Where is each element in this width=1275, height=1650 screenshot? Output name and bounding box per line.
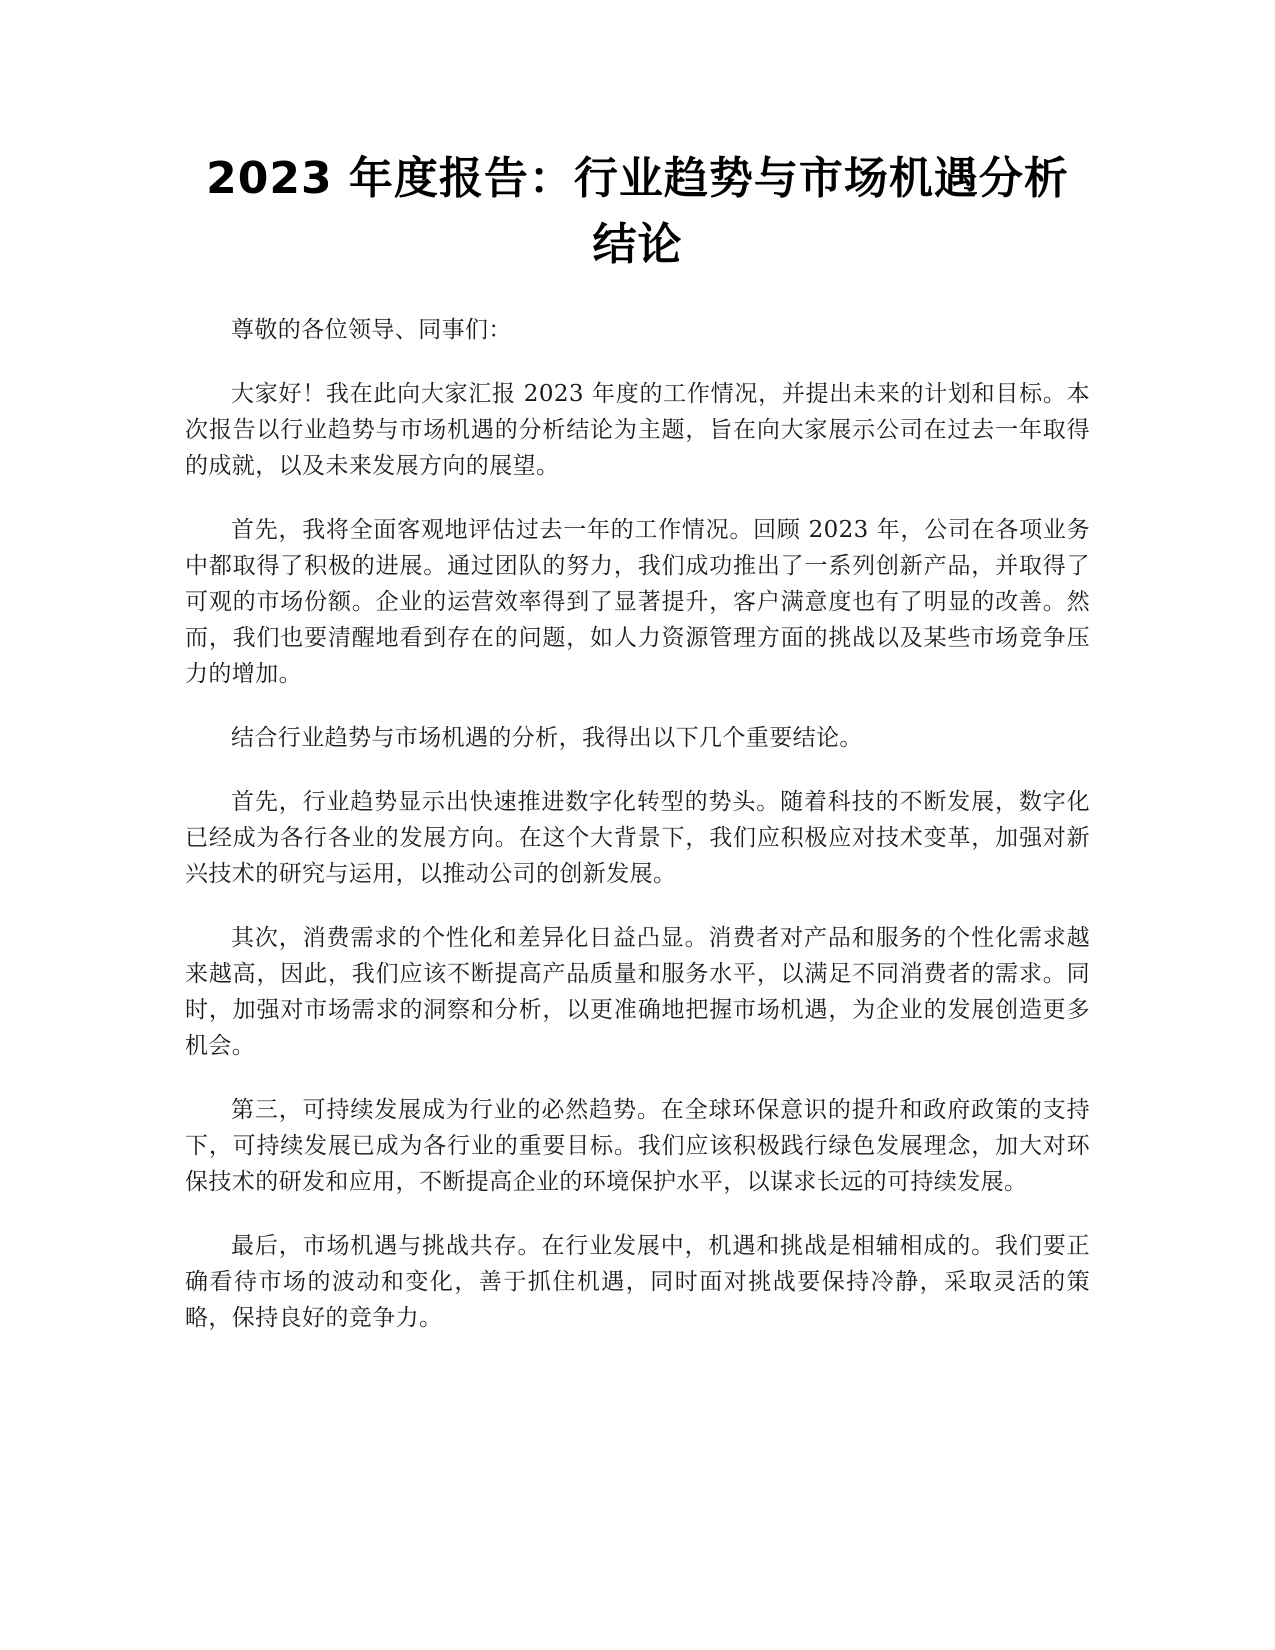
digital-trend-paragraph: 首先，行业趋势显示出快速推进数字化转型的势头。随着科技的不断发展，数字化已经成为各行各业的发展方向。在这个大背景下，我们应积极应对技术变革，加强对新兴技术的研究与运用，以推动公司的创新发展。 <box>185 789 1090 887</box>
document-title: 2023 年度报告：行业趋势与市场机遇分析结论 <box>206 153 1069 270</box>
review-paragraph: 首先，我将全面客观地评估过去一年的工作情况。回顾 2023 年，公司在各项业务中都取得了积极的进展。通过团队的努力，我们成功推出了一系列创新产品，并取得了可观的市场份额。企业的运营效率得到了显著提升，客户满意度也有了明显的改善。然而，我们也要清醒地看到存在的问题，如人力资源管理方面的挑战以及某些市场竞争压力的增加。 <box>185 517 1090 687</box>
document-body <box>185 312 1090 1364</box>
conclusion-intro-paragraph: 结合行业趋势与市场机遇的分析，我得出以下几个重要结论。 <box>231 725 863 751</box>
salutation-paragraph: 尊敬的各位领导、同事们： <box>231 317 512 343</box>
consumer-demand-paragraph: 其次，消费需求的个性化和差异化日益凸显。消费者对产品和服务的个性化需求越来越高，因此，我们应该不断提高产品质量和服务水平，以满足不同消费者的需求。同时，加强对市场需求的洞察和分析，以更准确地把握市场机遇，为企业的发展创造更多机会。 <box>185 925 1090 1059</box>
intro-paragraph: 大家好！我在此向大家汇报 2023 年度的工作情况，并提出未来的计划和目标。本次报告以行业趋势与市场机遇的分析结论为主题，旨在向大家展示公司在过去一年取得的成就，以及未来发展方向的展望。 <box>185 381 1090 479</box>
opportunity-challenge-paragraph: 最后，市场机遇与挑战共存。在行业发展中，机遇和挑战是相辅相成的。我们要正确看待市场的波动和变化，善于抓住机遇，同时面对挑战要保持冷静，采取灵活的策略，保持良好的竞争力。 <box>185 1233 1090 1331</box>
sustainability-paragraph: 第三，可持续发展成为行业的必然趋势。在全球环保意识的提升和政府政策的支持下，可持续发展已成为各行业的重要目标。我们应该积极践行绿色发展理念，加大对环保技术的研发和应用，不断提高企业的环境保护水平，以谋求长远的可持续发展。 <box>185 1097 1090 1195</box>
